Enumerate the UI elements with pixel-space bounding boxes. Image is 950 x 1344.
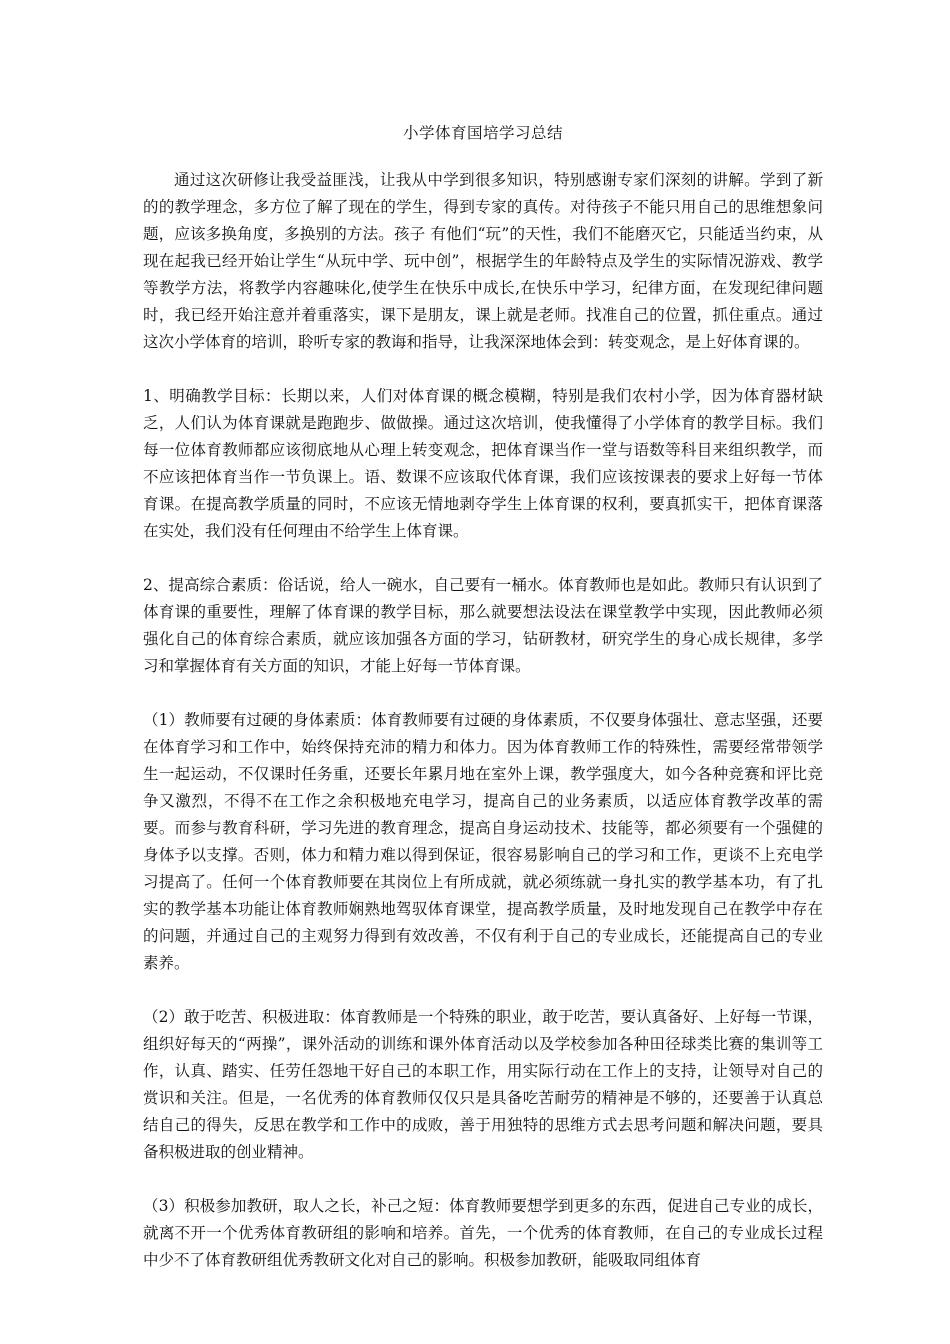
paragraph-intro: 通过这次研修让我受益匪浅，让我从中学到很多知识，特别感谢专家们深刻的讲解。学到了新的的教学理念，多方位了解了现在的学生，得到专家的真传。对待孩子不能只用自己的思维想象问题，应该多换角度，多换别的方法。孩子 有他们“玩”的天性，我们不能磨灭它，只能适当约束，从现在起我已经开始让学生“从玩中学、玩中创”，根据学生的年龄特点及学生的实际情况游戏、教学等教学方法，将教学内容趣味化,使学生在快乐中成长,在快乐中学习，纪律方面，在发现纪律问题时，我已经开始注意并着重落实，课下是朋友，课上就是老师。找准自己的位置，抓住重点。通过这次小学体育的培训，聆听专家的教诲和指导，让我深深地体会到：转变观念，是上好体育课的。	[143, 171, 823, 351]
paragraph-subsection-2: （2）敢于吃苦、积极进取：体育教师是一个特殊的职业，敢于吃苦，要认真备好、上好每一节课，组织好每天的“两操”，课外活动的训练和课外体育活动以及学校参加各种田径球类比赛的集训等工作，认真、踏实、任劳任怨地干好自己的本职工作，用实际行动在工作上的支持，让领导对自己的赏识和关注。但是，一名优秀的体育教师仅仅只是具备吃苦耐劳的精神是不够的，还要善于认真总结自己的得失，反思在教学和工作中的成败，善于用独特的思维方式去思考问题和解决问题，要具备积极进取的创业精神。	[143, 1008, 823, 1161]
document-title: 小学体育国培学习总结	[402, 124, 563, 142]
paragraph-section-1: 1、明确教学目标：长期以来，人们对体育课的概念模糊，特别是我们农村小学，因为体育器材缺乏，人们认为体育课就是跑跑步、做做操。通过这次培训，使我懂得了小学体育的教学目标。我们每一位体育教师都应该彻底地从心理上转变观念，把体育课当作一堂与语数等科目来组织教学，而不应该把体育当作一节负课上。语、数课不应该取代体育课，我们应该按课表的要求上好每一节体育课。在提高教学质量的同时，不应该无情地剥夺学生上体育课的权利，要真抓实干，把体育课落在实处，我们没有任何理由不给学生上体育课。	[143, 387, 823, 540]
paragraph-section-2: 2、提高综合素质：俗话说，给人一碗水，自己要有一桶水。体育教师也是如此。教师只有认识到了体育课的重要性，理解了体育课的教学目标，那么就要想法设法在课堂教学中实现，因此教师必须强化自己的体育综合素质，就应该加强各方面的学习，钻研教材，研究学生的身心成长规律，多学习和掌握体育有关方面的知识，才能上好每一节体育课。	[143, 576, 823, 675]
paragraph-subsection-1: （1）教师要有过硬的身体素质：体育教师要有过硬的身体素质，不仅要身体强壮、意志坚强，还要在体育学习和工作中，始终保持充沛的精力和体力。因为体育教师工作的特殊性，需要经常带领学生一起运动，不仅课时任务重，还要长年累月地在室外上课，教学强度大，如今各种竞赛和评比竞争又激烈，不得不在工作之余积极地充电学习，提高自己的业务素质，以适应体育教学改革的需要。而参与教育科研，学习先进的教育理念，提高自身运动技术、技能等，都必须要有一个强健的身体予以支撑。否则，体力和精力难以得到保证，很容易影响自己的学习和工作，更谈不上充电学习提高了。任何一个体育教师要在其岗位上有所成就，就必须练就一身扎实的教学基本功，有了扎实的教学基本功能让体育教师娴熟地驾驭体育课堂，提高教学质量，及时地发现自己在教学中存在的问题，并通过自己的主观努力得到有效改善，不仅有利于自己的专业成长，还能提高自己的专业素养。	[143, 711, 823, 972]
paragraph-subsection-3: （3）积极参加教研，取人之长，补己之短：体育教师要想学到更多的东西，促进自己专业的成长，就离不开一个优秀体育教研组的影响和培养。首先，一个优秀的体育教师，在自己的专业成长过程中少不了体育教研组优秀教研文化对自己的影响。积极参加教研，能吸取同组体育	[143, 1197, 823, 1269]
document-body	[143, 120, 823, 1274]
